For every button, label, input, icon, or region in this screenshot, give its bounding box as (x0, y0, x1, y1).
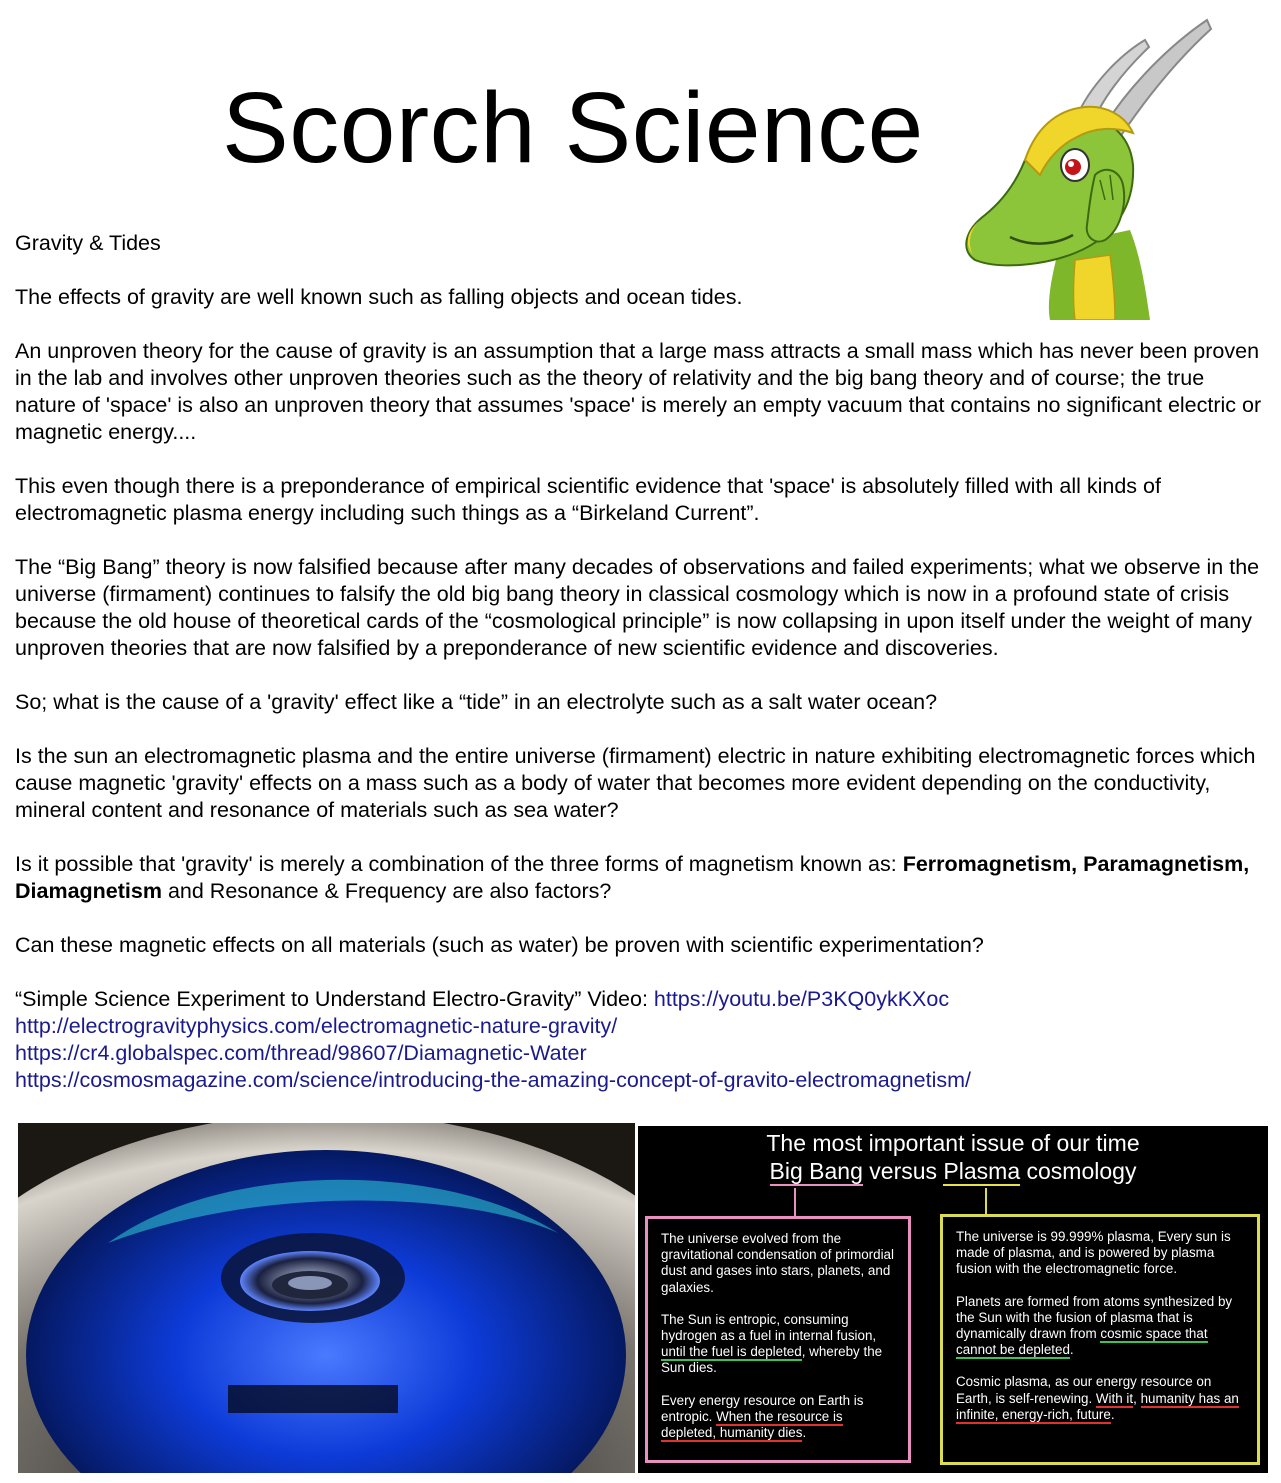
paragraph-7-start: Is it possible that 'gravity' is merely a combination of the three forms of magnetism known as: (15, 852, 903, 876)
plasma-para-2-text: Planets are formed from atoms synthesized by the Sun with the fusion of plasma that is dynamically drawn from (956, 1293, 1233, 1342)
plasma-para-2-end: . (1069, 1342, 1074, 1358)
paragraph-7-end: and Resonance & Frequency are also factors? (161, 879, 612, 903)
fuel-depleted-highlight: until the fuel is depleted (661, 1344, 802, 1360)
reference-links (15, 986, 1270, 1094)
paragraph-8: Can these magnetic effects on all materials (such as water) be proven with scientific experimentation? (15, 933, 984, 957)
magnetism-types: Ferromagnetism, Paramagnetism, Diamagnetism (15, 852, 1250, 903)
big-bang-para-3-end: . (802, 1425, 807, 1441)
paragraph-1: The effects of gravity are well known such as falling objects and ocean tides. (15, 285, 743, 309)
plasma-box (940, 1214, 1260, 1465)
infinite-future-highlight: humanity has an infinite, energy-rich, future (956, 1390, 1239, 1422)
cosmology-label: cosmology (1020, 1158, 1137, 1184)
humanity-dies-highlight: When the resource is depleted, humanity dies (661, 1408, 843, 1441)
big-bang-para-3-text: Every energy resource on Earth is entropic. (661, 1392, 864, 1424)
page-title: Scorch Science (222, 72, 924, 184)
plasma-para-1: The universe is 99.999% plasma, Every sun is made of plasma, and is powered by plasma fusion with the electromagnetic force. (956, 1229, 1231, 1277)
plasma-para-2 (956, 1294, 1247, 1359)
article-body (15, 230, 1270, 1094)
paragraph-5: So; what is the cause of a 'gravity' effect like a “tide” in an electrolyte such as a salt water ocean? (15, 690, 938, 714)
infographic-title-line1: The most important issue of our time (766, 1130, 1140, 1156)
cosmic-space-highlight: cosmic space that cannot be depleted (956, 1326, 1208, 1358)
youtube-link[interactable]: https://youtu.be/P3KQ0ykKXoc (653, 987, 950, 1011)
paragraph-4: The “Big Bang” theory is now falsified because after many decades of observations and failed experiments; what we observe in the universe (firmament) continues to falsify the old big bang theory in classical cosmology which is now in a profound state of crisis because the old house of theoretical cards of the “cosmological principle” is now collapsing in upon itself under the weight of many unproven theories that are now falsified by a preponderance of new scientific evidence and discoveries. (15, 555, 1260, 660)
big-bang-para-2-text: The Sun is entropic, consuming hydrogen as a fuel in internal fusion, (661, 1311, 877, 1344)
plasma-para-3 (956, 1374, 1247, 1423)
big-bang-para-1: The universe evolved from the gravitational condensation of primordial dust and gases into stars, planets, and galaxies. (661, 1231, 894, 1295)
video-label: “Simple Science Experiment to Understand Electro-Gravity” Video: (15, 987, 654, 1011)
big-bang-box (645, 1216, 911, 1463)
big-bang-para-3 (661, 1393, 898, 1442)
plasma-para-3-comma: , (1133, 1390, 1141, 1406)
cosmology-infographic (638, 1126, 1268, 1473)
connector-lines (638, 1126, 1268, 1226)
diamagnetic-water-photo (18, 1123, 635, 1473)
paragraph-7 (15, 851, 1270, 905)
paragraph-3: This even though there is a preponderance of empirical scientific evidence that 'space' is absolutely filled with all kinds of electromagnetic plasma energy including such things as a “Birkeland Current”. (15, 474, 1161, 525)
cosmos-magazine-link[interactable]: https://cosmosmagazine.com/science/introducing-the-amazing-concept-of-gravito-electromagnetism/ (15, 1068, 971, 1092)
plasma-label: Plasma (943, 1158, 1021, 1184)
big-bang-para-2-end: , whereby the Sun dies. (661, 1344, 883, 1376)
article-heading: Gravity & Tides (15, 231, 161, 255)
plasma-para-3-text: Cosmic plasma, as our energy resource on Earth, is self-renewing. (956, 1374, 1212, 1406)
versus-label: versus (862, 1158, 944, 1184)
electrogravity-link[interactable]: http://electrogravityphysics.com/electromagnetic-nature-gravity/ (15, 1014, 618, 1038)
paragraph-2: An unproven theory for the cause of gravity is an assumption that a large mass attracts a small mass which has never been proven in the lab and involves other unproven theories such as the theory of relativity and the big bang theory and of course; the true nature of 'space' is also an unproven theory that assumes 'space' is merely an empty vacuum that contains no significant electric or magnetic energy.... (15, 339, 1262, 444)
big-bang-label: Big Bang (769, 1158, 863, 1184)
cr4-link[interactable]: https://cr4.globalspec.com/thread/98607/Diamagnetic-Water (15, 1041, 587, 1065)
big-bang-para-2 (661, 1312, 898, 1377)
paragraph-6: Is the sun an electromagnetic plasma and the entire universe (firmament) electric in nature exhibiting electromagnetic forces which cause magnetic 'gravity' effects on a mass such as a body of water that becomes more evident depending on the conductivity, mineral content and resonance of materials such as sea water? (15, 744, 1256, 822)
with-it-highlight: With it (1095, 1390, 1134, 1406)
plasma-para-3-end: . (1110, 1406, 1115, 1422)
